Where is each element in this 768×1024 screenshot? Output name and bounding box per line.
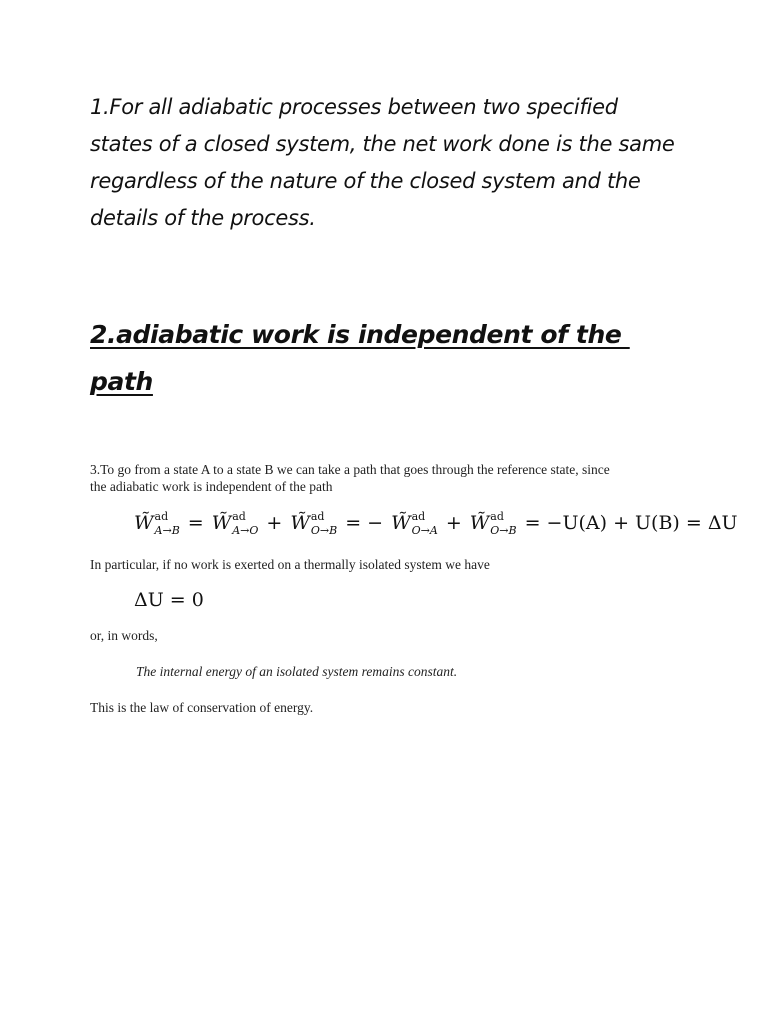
work-symbol: W̃ — [391, 512, 411, 534]
delta-u-equation: ΔU = 0 — [134, 589, 204, 611]
superscript-ad: ad — [154, 510, 169, 523]
work-symbol: W̃ — [469, 512, 490, 534]
equation-operator: = −U(A) + U(B) = ΔU — [524, 512, 738, 534]
section-heading — [90, 311, 730, 405]
statement-paragraph — [90, 89, 730, 237]
adiabatic-work-equation — [134, 505, 738, 545]
work-symbol: W̃ — [290, 512, 310, 534]
statement-line: states of a closed system, the net work done is the same — [90, 132, 675, 156]
superscript-ad: ad — [411, 510, 426, 523]
explanation-line: 3.To go from a state A to a state B we can take a path that goes through the reference state, since — [90, 462, 610, 477]
subscript-path: A→B — [154, 524, 180, 537]
energy-conservation-equation — [134, 585, 234, 615]
superscript-ad: ad — [232, 510, 246, 523]
equation-operator: + — [266, 512, 283, 534]
equation-operator: = − — [345, 512, 384, 534]
equation-operator: = — [187, 512, 204, 534]
superscript-ad: ad — [310, 510, 325, 523]
work-symbol: W̃ — [134, 512, 154, 534]
heading-line: path — [90, 367, 153, 396]
conservation-paragraph: This is the law of conservation of energy. — [90, 700, 314, 715]
statement-line: details of the process. — [90, 206, 316, 230]
superscript-ad: ad — [490, 510, 504, 523]
subscript-path: O→A — [411, 524, 438, 537]
subscript-path: A→O — [232, 524, 259, 537]
subscript-path: O→B — [310, 524, 338, 537]
equation-operator: + — [445, 512, 462, 534]
subscript-path: O→B — [490, 524, 517, 537]
explanation-line: the adiabatic work is independent of the path — [90, 479, 333, 494]
statement-line: regardless of the nature of the closed system and the — [90, 169, 641, 193]
heading-line: 2.adiabatic work is independent of the — [90, 320, 630, 349]
statement-line: 1.For all adiabatic processes between two specified — [90, 95, 618, 119]
law-statement: The internal energy of an isolated system remains constant. — [136, 664, 458, 679]
in-words-paragraph: or, in words, — [90, 628, 158, 643]
explanation-paragraph — [90, 461, 690, 495]
work-symbol: W̃ — [211, 512, 232, 534]
isolated-system-paragraph: In particular, if no work is exerted on a thermally isolated system we have — [90, 557, 490, 572]
